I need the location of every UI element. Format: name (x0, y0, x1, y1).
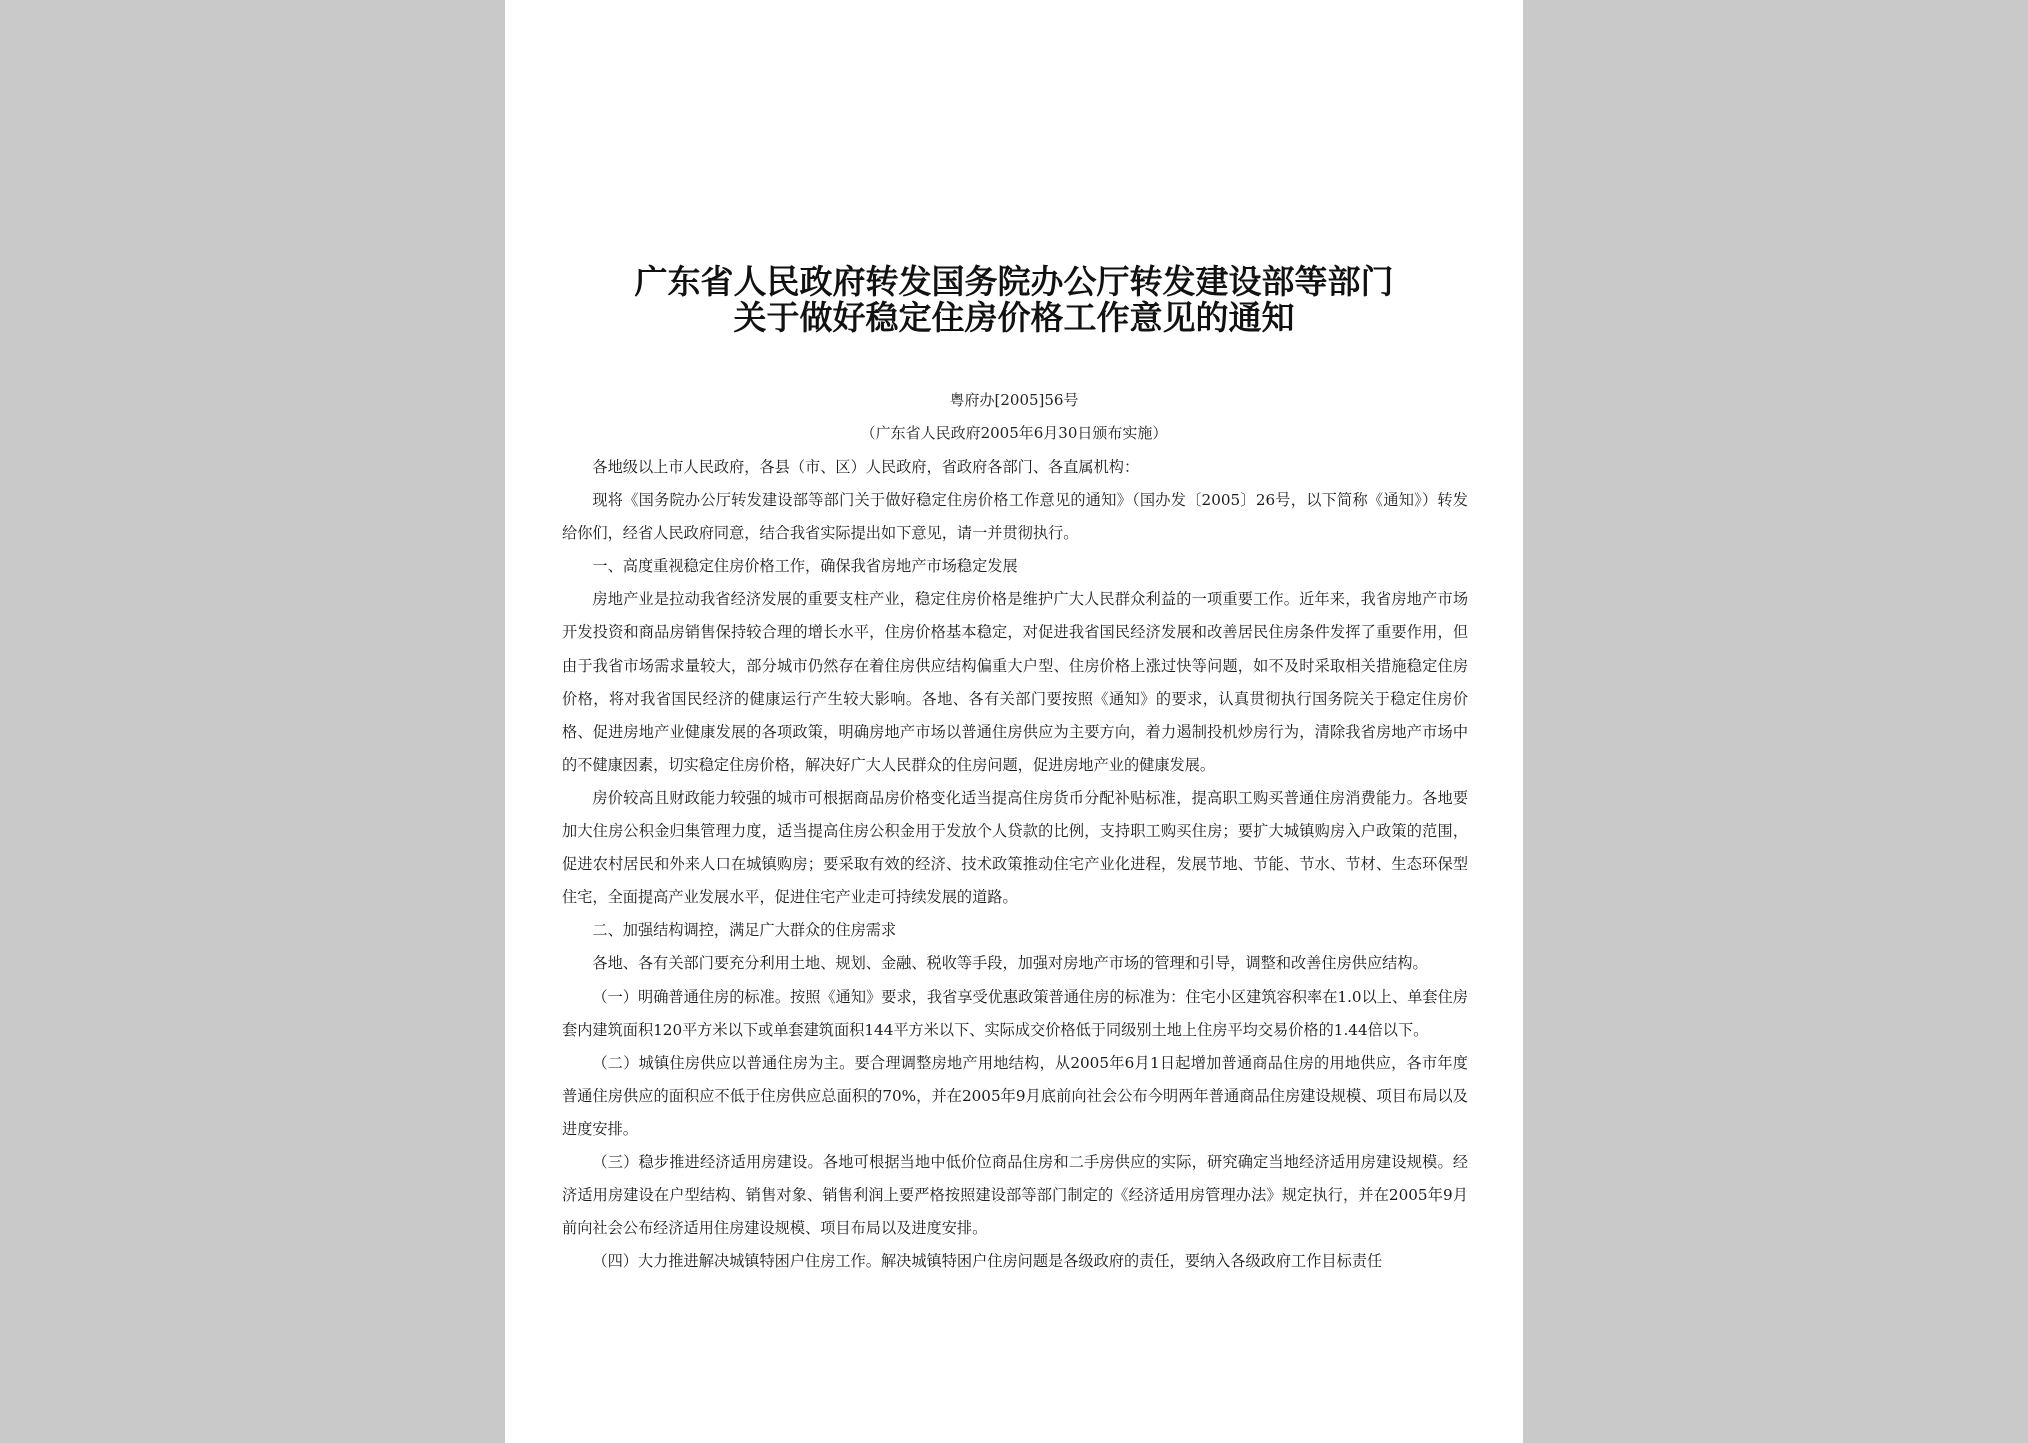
salutation-paragraph: 各地级以上市人民政府，各县（市、区）人民政府，省政府各部门、各直属机构： (592, 458, 1140, 476)
body-paragraph: （一）明确普通住房的标准。按照《通知》要求，我省享受优惠政策普通住房的标准为：住宅小区建筑容积率在1.0以上、单套住房套内建筑面积120平方米以下或单套建筑面积144平方米以下、实际成交价格低于同级别土地上住房平均交易价格的1.44倍以下。 (562, 987, 1468, 1039)
body-paragraph: 各地、各有关部门要充分利用土地、规划、金融、税收等手段，加强对房地产市场的管理和引导，调整和改善住房供应结构。 (592, 954, 1428, 973)
body-paragraph: 房地产业是拉动我省经济发展的重要支柱产业，稳定住房价格是维护广大人民群众利益的一项重要工作。近年来，我省房地产市场开发投资和商品房销售保持较合理的增长水平，住房价格基本稳定，对促进我省国民经济发展和改善居民住房条件发挥了重要作用，但由于我省市场需求量较大，部分城市仍然存在着住房供应结构偏重大户型、住房价格上涨过快等问题，如不及时采取相关措施稳定住房价格，将对我省国民经济的健康运行产生较大影响。各地、各有关部门要按照《通知》的要求，认真贯彻执行国务院关于稳定住房价格、促进房地产业健康发展的各项政策，明确房地产市场以普通住房供应为主要方向，着力遏制投机炒房行为，清除我省房地产市场中的不健康因素，切实稳定住房价格，解决好广大人民群众的住房问题，促进房地产业的健康发展。 (562, 590, 1468, 774)
body-paragraph: 房价较高且财政能力较强的城市可根据商品房价格变化适当提高住房货币分配补贴标准，提高职工购买普通住房消费能力。各地要加大住房公积金归集管理力度，适当提高住房公积金用于发放个人贷款的比例，支持职工购买住房；要扩大城镇购房入户政策的范围，促进农村居民和外来人口在城镇购房；要采取有效的经济、技术政策推动住宅产业化进程，发展节地、节能、节水、节材、生态环保型住宅，全面提高产业发展水平，促进住宅产业走可持续发展的道路。 (562, 788, 1468, 907)
document-title-line-1: 广东省人民政府转发国务院办公厅转发建设部等部门 (634, 262, 1394, 301)
document-page (505, 0, 1523, 1443)
body-paragraph: （三）稳步推进经济适用房建设。各地可根据当地中低价位商品住房和二手房供应的实际，研究确定当地经济适用房建设规模。经济适用房建设在户型结构、销售对象、销售利润上要严格按照建设部等部门制定的《经济适用房管理办法》规定执行，并在2005年9月前向社会公布经济适用住房建设规模、项目布局以及进度安排。 (562, 1152, 1468, 1238)
section-heading-1: 一、高度重视稳定住房价格工作，确保我省房地产市场稳定发展 (592, 557, 1018, 576)
document-body (562, 451, 1468, 1278)
document-title-line-2: 关于做好稳定住房价格工作意见的通知 (733, 298, 1295, 337)
body-paragraph: （二）城镇住房供应以普通住房为主。要合理调整房地产用地结构，从2005年6月1日起增加普通商品住房的用地供应，各市年度普通住房供应的面积应不低于住房供应总面积的70%，并在2005年9月底前向社会公布今明两年普通商品住房建设规模、项目布局以及进度安排。 (562, 1053, 1468, 1138)
section-heading-2: 二、加强结构调控，满足广大群众的住房需求 (592, 921, 897, 940)
issue-note: （广东省人民政府2005年6月30日颁布实施） (860, 424, 1168, 442)
document-number: 粤府办[2005]56号 (949, 391, 1079, 409)
body-paragraph: 现将《国务院办公厅转发建设部等部门关于做好稳定住房价格工作意见的通知》（国办发〔2005〕26号，以下简称《通知》）转发给你们，经省人民政府同意，结合我省实际提出如下意见，请一并贯彻执行。 (562, 491, 1468, 543)
body-paragraph: （四）大力推进解决城镇特困户住房工作。解决城镇特困户住房问题是各级政府的责任，要纳入各级政府工作目标责任 (592, 1252, 1383, 1271)
